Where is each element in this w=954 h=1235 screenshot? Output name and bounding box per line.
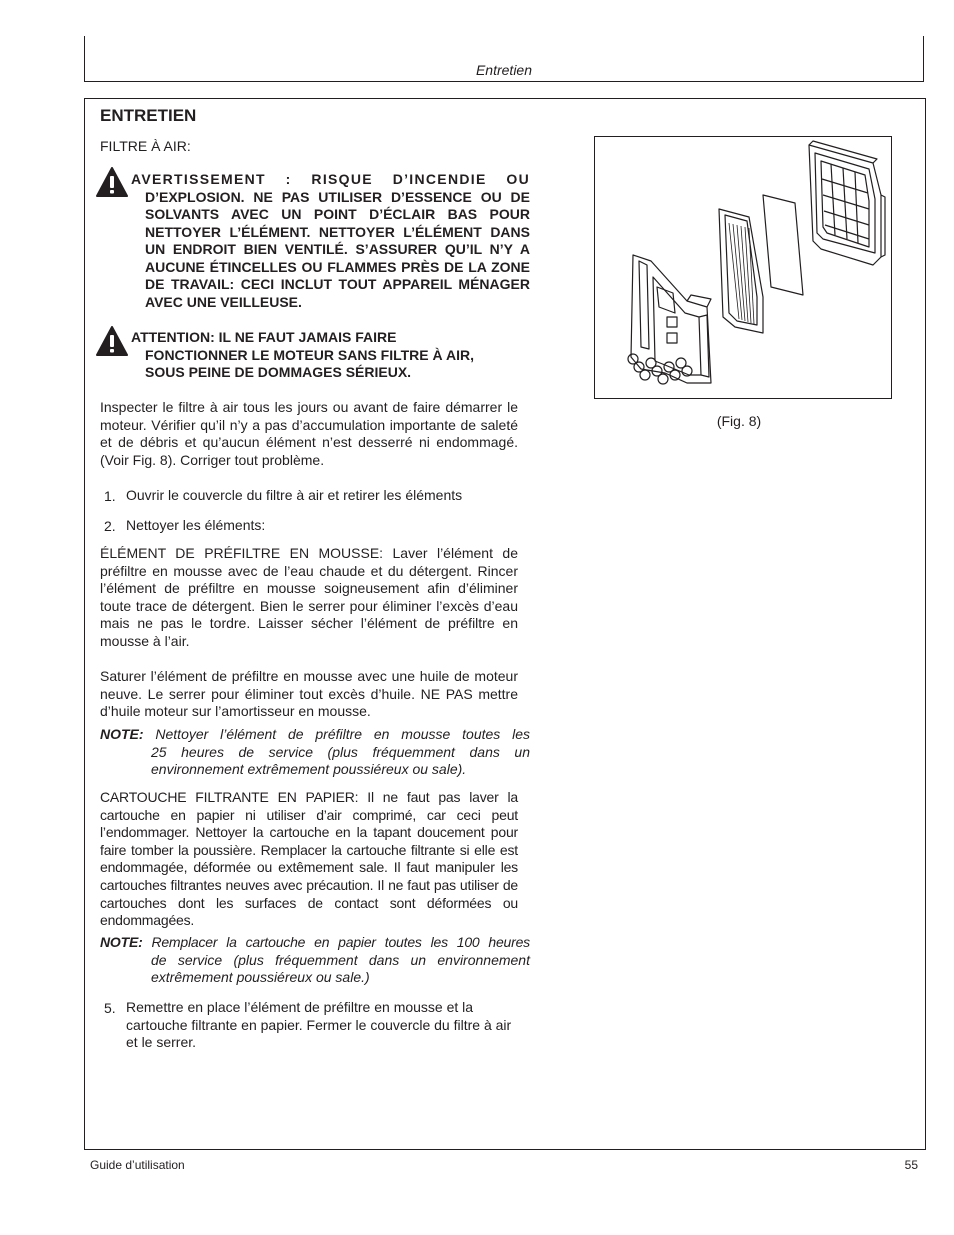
air-filter-illustration — [595, 137, 891, 398]
foam-paragraph-2: Saturer l’élément de préfiltre en mousse avec une huile de moteur neuve. Le serrer pour éliminer tout excès d’huile. NE PAS mettre d’huile moteur sur l’amortisseur en mousse. — [100, 668, 518, 720]
section-subtitle: FILTRE À AIR: — [100, 138, 191, 154]
warning-1-body: D’EXPLOSION. NE PAS UTILISER D’ESSENCE OU DE SOLVANTS AVEC UN POINT D’ÉCLAIR BAS POUR NETTOYER L’ÉLÉMENT. NETTOYER L’ÉLÉMENT DANS UN ENDROIT BIEN VENTILÉ. S’ASSURER QU’IL N’Y A AUCUNE ÉTINCELLES OU FLAMMES PRÈS DE LA ZONE DE TRAVAIL: CECI INCLUT TOUT APPAREIL MÉNAGER AVEC UNE VEILLEUSE. — [145, 188, 530, 310]
figure-caption: (Fig. 8) — [716, 413, 762, 429]
note-1-label: NOTE: — [100, 726, 144, 742]
step-1-number: 1. — [104, 488, 116, 504]
note-1-first-line — [100, 726, 530, 744]
note-1-first: Nettoyer l’élément de préfiltre en mousse toutes les — [155, 726, 530, 742]
note-1-rest: 25 heures de service (plus fréquemment dans un environnement extrêmement poussiéreux ou sale). — [151, 743, 530, 778]
note-2-first-line — [100, 934, 530, 952]
step-2-number: 2. — [104, 518, 116, 534]
step-5-number: 5. — [104, 1000, 116, 1016]
footer-document-title: Guide d’utilisation — [90, 1158, 185, 1172]
note-2-label: NOTE: — [100, 934, 143, 950]
step-5-text: Remettre en place l’élément de préfiltre en mousse et la cartouche filtrante en papier. Fermer le couvercle du filtre à air et le serrer. — [126, 999, 512, 1051]
page-number: 55 — [904, 1158, 918, 1172]
warning-1-heading: AVERTISSEMENT : RISQUE D’INCENDIE OU — [131, 171, 530, 187]
warning-triangle-icon — [96, 167, 128, 197]
paper-paragraph: CARTOUCHE FILTRANTE EN PAPIER: Il ne faut pas laver la cartouche en papier ni utiliser d’air comprimé, car ceci peut l’endommager. Nettoyer la cartouche en la tapant doucement pour faire tomber la poussière. Remplacer la cartouche filtrante si elle est endommagée, déformée ou extêmement sale. Il faut manipuler les cartouches filtrantes neuves avec précaution. Il ne faut pas utiliser de cartouches dont les surfaces de contact sont déformées ou endommagées. — [100, 789, 518, 929]
foam-paragraph-1: ÉLÉMENT DE PRÉFILTRE EN MOUSSE: Laver l’élément de préfiltre en mousse avec de l’eau chaude et du détergent. Rincer l’élément de préfiltre en mousse soigneusement afin d’éliminer toute trace de détergent. Bien le serrer pour éliminer l’excès d’eau mais ne pas le tordre. Laisser sécher l’élément de préfiltre en mousse à l’air. — [100, 545, 518, 649]
caution-triangle-icon — [96, 326, 128, 356]
note-2-first: Remplacer la cartouche en papier toutes les 100 heures — [151, 934, 530, 950]
header-title: Entretien — [475, 62, 533, 78]
section-title: ENTRETIEN — [100, 106, 197, 125]
warning-2-body: FONCTIONNER LE MOTEUR SANS FILTRE À AIR, SOUS PEINE DE DOMMAGES SÉRIEUX. — [145, 346, 474, 380]
warning-2-heading: ATTENTION: IL NE FAUT JAMAIS FAIRE — [131, 329, 397, 345]
intro-paragraph: Inspecter le filtre à air tous les jours ou avant de faire démarrer le moteur. Vérifier qu’il n’y a pas d’accumulation importante de saleté et de débris et qu’aucun élément n’est desserré ni endommagé. (Voir Fig. 8). Corriger tout problème. — [100, 399, 518, 468]
step-1-text: Ouvrir le couvercle du filtre à air et retirer les éléments — [126, 487, 463, 503]
figure-frame — [594, 136, 892, 399]
note-2-rest: de service (plus fréquemment dans un environnement extrêmement poussiéreux ou sale.) — [151, 951, 530, 986]
header-frame — [84, 36, 924, 82]
step-2-text: Nettoyer les éléments: — [126, 517, 266, 533]
